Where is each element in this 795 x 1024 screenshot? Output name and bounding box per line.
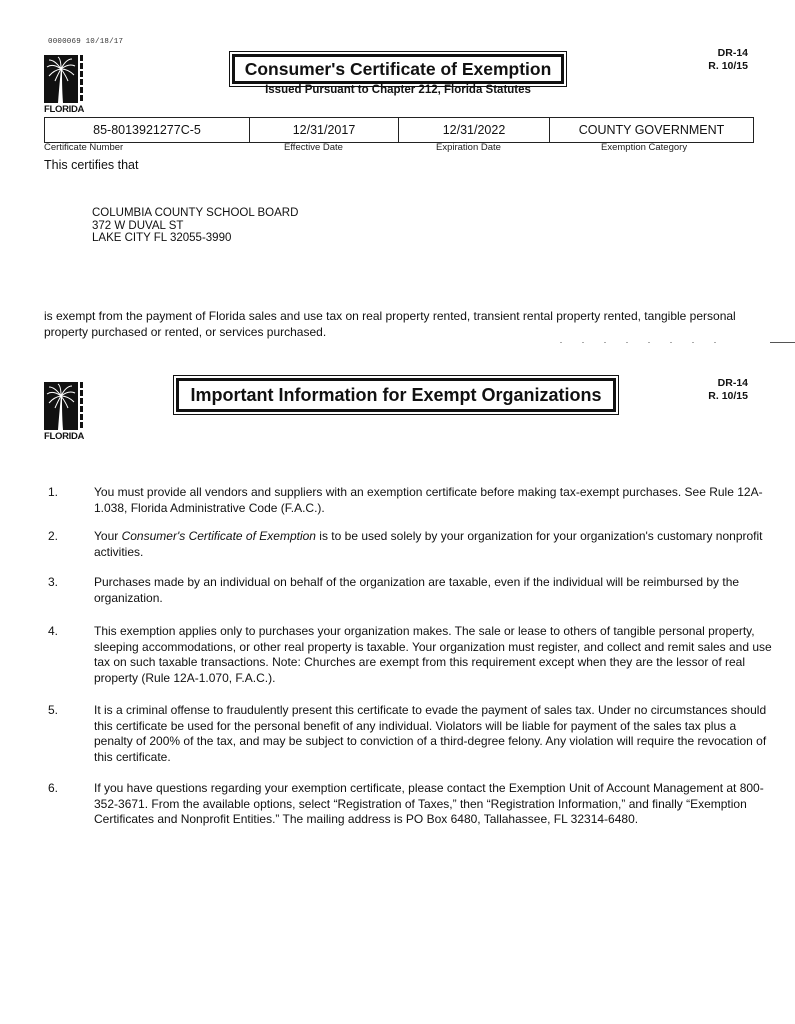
item-number: 6.: [48, 781, 59, 795]
certificate-number-value: 85-8013921277C-5: [45, 118, 250, 142]
item-number: 2.: [48, 529, 59, 543]
palm-tree-icon: [44, 55, 78, 103]
item-number: 4.: [48, 624, 59, 638]
certificate-subtitle: Issued Pursuant to Chapter 212, Florida Statutes: [265, 84, 531, 96]
item-number: 3.: [48, 575, 59, 589]
holder-address: [92, 207, 298, 245]
item-text: You must provide all vendors and suppliers with an exemption certificate before making tax-exempt purchases. See Rule 12A-1.038, Florida Administrative Code (F.A.C.).: [94, 485, 763, 515]
form-number: DR-14: [717, 377, 748, 389]
form-revision: R. 10/15: [708, 390, 748, 402]
scan-artifact: [560, 342, 720, 343]
florida-logo: [44, 55, 84, 115]
expiration-date-label: Expiration Date: [436, 142, 501, 153]
logo-label: FLORIDA: [44, 104, 85, 115]
item-number: 1.: [48, 485, 59, 499]
scan-stamp: 0000069 10/18/17: [48, 38, 124, 46]
item-text: This exemption applies only to purchases your organization makes. The sale or lease to others of tangible personal property, sleeping accommodations, or other real property is taxable. Your organization must register, and collect and remit sales and use tax on such taxable transactions. Note: Churches are exempt from this requirement except when they are the lessor of real property (Rule 12A-1.070, F.A.C.).: [94, 624, 772, 685]
logo-label: FLORIDA: [44, 431, 85, 442]
certificate-details-table: [44, 117, 754, 143]
expiration-date-value: 12/31/2022: [399, 118, 550, 142]
certificate-labels: [44, 142, 752, 154]
info-section-title: Important Information for Exempt Organizations: [176, 378, 616, 412]
info-form-number-block: [660, 377, 748, 403]
item-text: It is a criminal offense to fraudulently present this certificate to evade the payment of sales tax. Under no circumstances should this certificate be used for the personal benefit of any individual. Violators will be liable for payment of the sales tax plus a penalty of 200% of the tax, and may be subject to conviction of a third-degree felony. Any violation will require the revocation of this certificate.: [94, 703, 767, 764]
exemption-category-label: Exemption Category: [601, 142, 688, 153]
certificate-title: Consumer's Certificate of Exemption: [232, 54, 564, 84]
form-number-block: [660, 47, 748, 73]
exemption-statement: is exempt from the payment of Florida sales and use tax on real property rented, transient rental property rented, tangible personal property purchased or rented, or services purchased.: [44, 309, 736, 339]
item-number: 5.: [48, 703, 59, 717]
certifies-text: This certifies that: [44, 158, 139, 172]
effective-date-value: 12/31/2017: [250, 118, 399, 142]
item-text: Your Consumer's Certificate of Exemption is to be used solely by your organization for your organization's customary nonprofit activities.: [94, 529, 763, 559]
certificate-name-italic: Consumer's Certificate of Exemption: [121, 529, 316, 543]
form-number: DR-14: [717, 47, 748, 59]
scan-artifact: [770, 342, 795, 343]
certificate-number-label: Certificate Number: [44, 142, 124, 153]
holder-city: LAKE CITY FL 32055-3990: [92, 232, 232, 244]
item-text: If you have questions regarding your exemption certificate, please contact the Exemption Unit of Account Management at 800-352-3671. From the available options, select “Registration of Taxes,” then “Registration Information,” and finally “Exemption Certificates and Nonprofit Entities.” The mailing address is PO Box 6480, Tallahassee, FL 32314-6480.: [94, 781, 764, 826]
holder-street: 372 W DUVAL ST: [92, 219, 184, 232]
effective-date-label: Effective Date: [284, 142, 343, 153]
florida-logo: [44, 382, 84, 442]
exemption-category-value: COUNTY GOVERNMENT: [578, 123, 725, 137]
palm-tree-icon: [44, 382, 78, 430]
form-revision: R. 10/15: [708, 60, 748, 72]
holder-name: COLUMBIA COUNTY SCHOOL BOARD: [92, 207, 299, 219]
item-text: Purchases made by an individual on behalf of the organization are taxable, even if the individual will be reimbursed by the organization.: [94, 575, 740, 605]
